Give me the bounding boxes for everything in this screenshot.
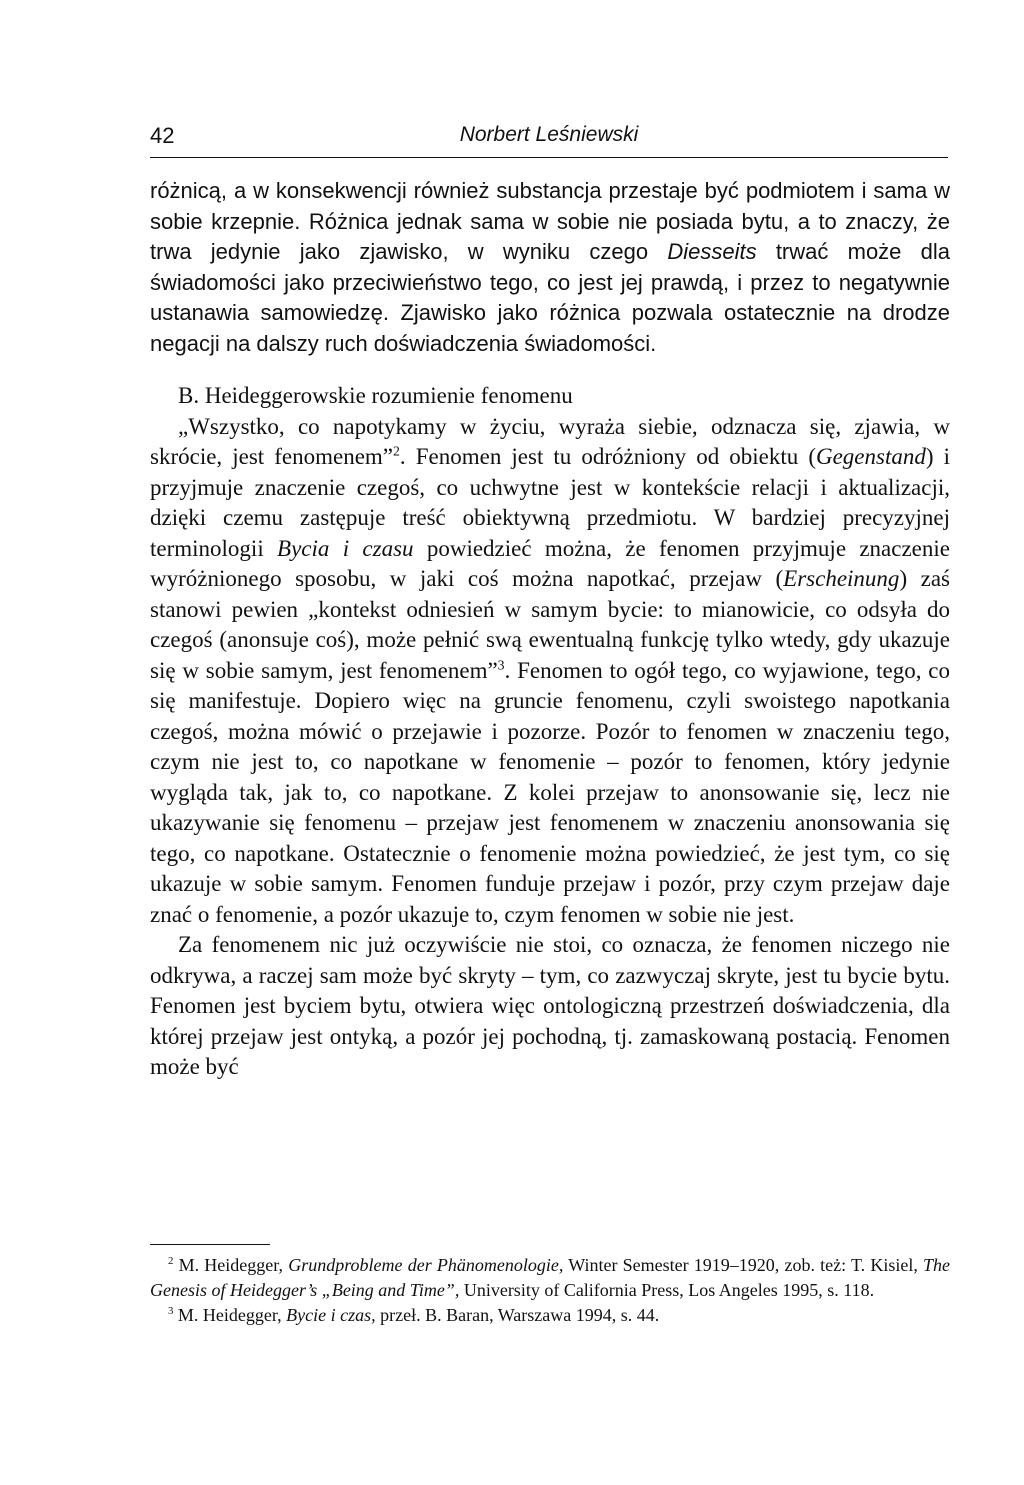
footnote-2: $^2$ M. Heidegger, Grundprobleme der Phänomenologie, Winter Semester 1919–1920, zob. też: T. Kisiel, The Genesis of Heidegger’s „Being and Time”, University of California Press, Los Angeles 1995, s. 118. bbox=[150, 1255, 951, 1300]
main-text bbox=[150, 176, 950, 1083]
footnote-divider bbox=[150, 1244, 270, 1245]
footnote-3: $^3$ M. Heidegger, Bycie i czas, przeł. B. Baran, Warszawa 1994, s. 44. bbox=[168, 1305, 660, 1325]
paragraph-2: „Wszystko, co napotykamy w życiu, wyraża siebie, odznacza się, zjawia, w skrócie, jest fenomenem”$^2$. Fenomen jest tu odróżniony od obiektu (Gegenstand) i przyjmuje znaczenie czegoś, co uchwytne jest w kontekście relacji i aktualizacji, dzięki czemu zastępuje treść obiektywną przedmiotu. W bardziej precyzyjnej terminologii Bycia i czasu powiedzieć można, że fenomen przyjmuje znaczenie wyróżnionego sposobu, w jaki coś można napotkać, przejaw (Erscheinung) zaś stanowi pewien „kontekst odniesień w samym bycie: to mianowicie, co odsyła do czegoś (anonsuje coś), może pełnić swą ewentualną funkcję tylko wtedy, gdy ukazuje się w sobie samym, jest fenomenem”$^3$. Fenomen to ogół tego, co wyjawione, tego, co się manifestuje. Dopiero więc na gruncie fenomenu, czyli swoistego napotkania czegoś, można mówić o przejawie i pozorze. Pozór to fenomen w znaczeniu tego, czym nie jest to, co napotkane w fenomenie – pozór to fenomen, który jedynie wygląda tak, jak to, co napotkane. Z kolei przejaw to anonsowanie się, lecz nie ukazywanie się fenomenu – przejaw jest fenomenem w znaczeniu anonsowania się tego, co napotkane. Ostatecznie o fenomenie można powiedzieć, że jest tym, co się ukazuje w sobie samym. Fenomen funduje przejaw i pozór, przy czym przejaw daje znać o fenomenie, a pozór ukazuje to, czym fenomen w sobie nie jest. bbox=[150, 413, 950, 927]
running-head: Norbert Leśniewski bbox=[459, 123, 639, 146]
title-bycia-i-czasu: Bycia i czasu bbox=[277, 535, 414, 561]
footnote-ref-2: 2 bbox=[393, 443, 400, 459]
paragraph-1: różnicą, a w konsekwencji również substancja przestaje być podmiotem i sama w sobie krzepnie. Różnica jednak sama w sobie nie posiada bytu, a to znaczy, że trwa jedynie jako zjawisko, w wyniku czego Diesseits trwać może dla świadomości jako przeciwieństwo tego, co jest jej prawdą, i przez to negatywnie ustanawia samowiedzę. Zjawisko jako różnica pozwala ostatecznie na drodze negacji na dalszy ruch doświadczenia świadomości. bbox=[150, 178, 950, 356]
term-erscheinung: Erscheinung bbox=[783, 566, 900, 591]
footnote-ref-3: 3 bbox=[497, 656, 505, 672]
page-header bbox=[150, 117, 948, 158]
paragraph-3: Za fenomenem nic już oczywiście nie stoi, co oznacza, że fenomen niczego nie odkrywa, a raczej sam może być skryty – tym, co zazwyczaj skryte, jest tu bycie bytu. Fenomen jest byciem bytu, otwiera więc ontologiczną przestrzeń doświadczenia, dla której przejaw jest ontyką, a pozór jej pochodną, tj. zamaskowaną postacią. Fenomen może być bbox=[150, 932, 950, 1079]
page-number: 42 bbox=[150, 123, 175, 148]
section-heading: B. Heideggerowskie rozumienie fenomenu bbox=[178, 383, 573, 408]
footnotes bbox=[150, 1253, 950, 1328]
term-diesseits: Diesseits bbox=[667, 239, 757, 264]
term-gegenstand: Gegenstand bbox=[815, 444, 926, 469]
